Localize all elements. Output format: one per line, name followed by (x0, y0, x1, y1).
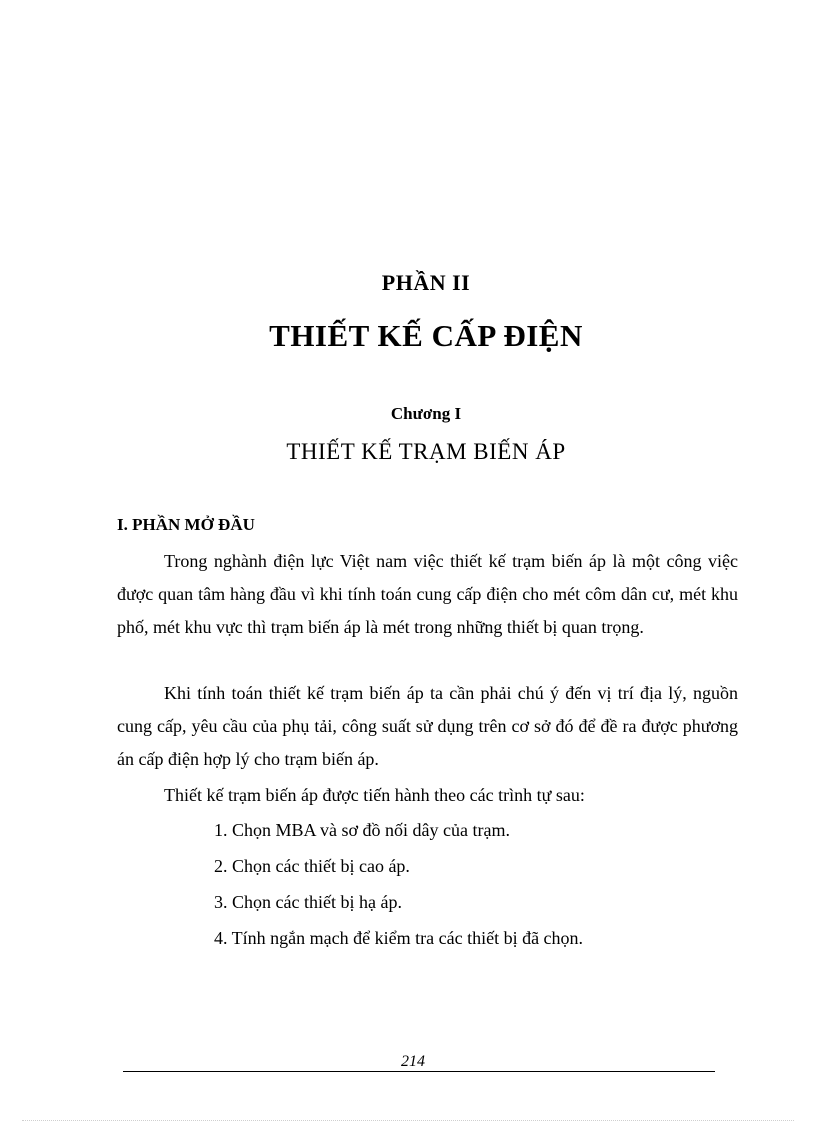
procedure-steps-list (214, 812, 583, 956)
footer-divider (123, 1071, 715, 1072)
section-heading: I. PHẦN MỞ ĐẦU (117, 515, 255, 534)
paragraph-intro: Trong nghành điện lực Việt nam việc thiết kế trạm biến áp là một công việc được quan tâm hàng đầu vì khi tính toán cung cấp điện cho mét côm dân cư, mét khu phố, mét khu vực thì trạm biến áp là mét trong những thiết bị quan trọng. (117, 551, 738, 637)
paragraph-considerations: Khi tính toán thiết kế trạm biến áp ta cần phải chú ý đến vị trí địa lý, nguồn cung cấp, yêu cầu của phụ tải, công suất sử dụng trên cơ sở đó để đề ra được phương án cấp điện hợp lý cho trạm biến áp. (117, 683, 738, 769)
procedure-step: 1. Chọn MBA và sơ đồ nối dây của trạm. (214, 820, 510, 840)
procedure-step: 4. Tính ngắn mạch để kiểm tra các thiết bị đã chọn. (214, 928, 584, 948)
chapter-title: THIẾT KẾ TRẠM BIẾN ÁP (286, 439, 566, 464)
part-label: PHẦN II (381, 270, 471, 295)
procedure-step: 2. Chọn các thiết bị cao áp. (214, 856, 410, 876)
page-number: 214 (401, 1053, 425, 1070)
paragraph-procedure: Thiết kế trạm biến áp được tiến hành theo các trình tự sau: (164, 785, 585, 805)
chapter-label: Chương I (390, 404, 462, 423)
page-bottom-edge (22, 1120, 794, 1121)
part-title: THIẾT KẾ CẤP ĐIỆN (269, 318, 583, 353)
procedure-step: 3. Chọn các thiết bị hạ áp. (214, 892, 402, 912)
